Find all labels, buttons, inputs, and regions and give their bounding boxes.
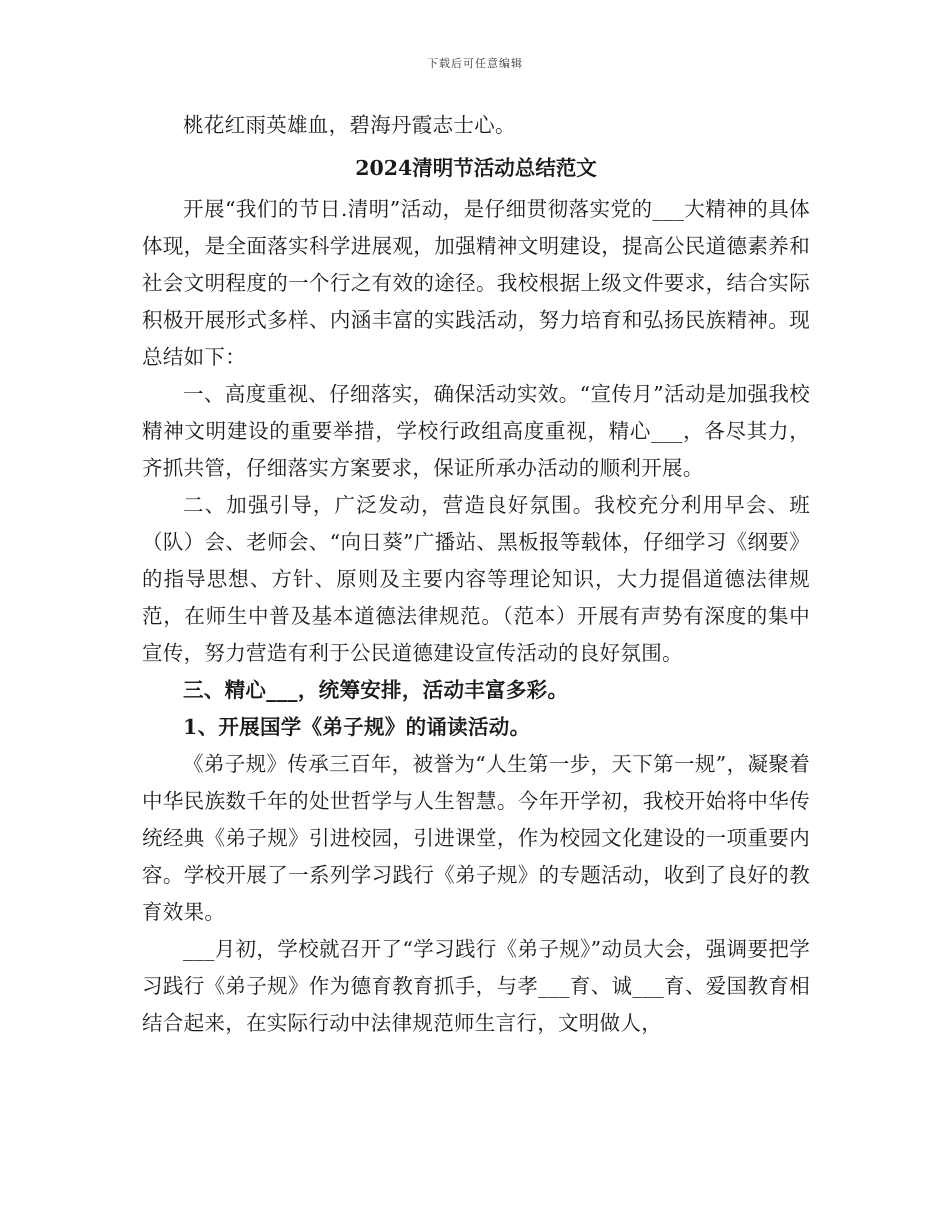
section-three-heading: 三、精心___，统筹安排，活动丰富多彩。 bbox=[183, 678, 569, 702]
page-header-note: 下载后可任意编辑 bbox=[427, 57, 523, 70]
paragraph-dizigui-meeting: ___月初，学校就召开了“学习践行《弟子规》”动员大会，强调要把学习践行《弟子规》作为德育教育抓手，与孝___育、诚___育、爱国教育相结合起来，在实际行动中法律规范师生言行，文明做人， bbox=[142, 937, 810, 1035]
paragraph-section-two: 二、加强引导，广泛发动，营造良好氛围。我校充分利用早会、班（队）会、老师会、“向日葵”广播站、黑板报等载体，仔细学习《纲要》的指导思想、方针、原则及主要内容等理论知识，大力提倡道德法律规范，在师生中普及基本道德法律规范。（范本）开展有声势有深度的集中宣传，努力营造有利于公民道德建设宣传活动的良好氛围。 bbox=[142, 493, 810, 665]
paragraph-dizigui-intro: 《弟子规》传承三百年，被誉为“人生第一步，天下第一规”，凝聚着中华民族数千年的处世哲学与人生智慧。今年开学初，我校开始将中华传统经典《弟子规》引进校园，引进课堂，作为校园文化建设的一项重要内容。学校开展了一系列学习践行《弟子规》的专题活动，收到了良好的教育效果。 bbox=[142, 752, 810, 924]
poem-line: 桃花红雨英雄血，碧海丹霞志士心。 bbox=[183, 113, 516, 137]
document-body bbox=[142, 107, 810, 1042]
paragraph-intro: 开展“我们的节日.清明”活动，是仔细贯彻落实党的___大精神的具体体现，是全面落实科学进展观，加强精神文明建设，提高公民道德素养和社会文明程度的一个行之有效的途径。我校根据上级文件要求，结合实际积极开展形式多样、内涵丰富的实践活动，努力培育和弘扬民族精神。现总结如下： bbox=[142, 197, 810, 369]
document-title: 2024清明节活动总结范文 bbox=[355, 156, 597, 180]
sub-heading-dizigui: 1、开展国学《弟子规》的诵读活动。 bbox=[183, 715, 531, 739]
paragraph-section-one: 一、高度重视、仔细落实，确保活动实效。“宣传月”活动是加强我校精神文明建设的重要举措，学校行政组高度重视，精心___，各尽其力，齐抓共管，仔细落实方案要求，保证所承办活动的顺利开展。 bbox=[142, 382, 810, 480]
